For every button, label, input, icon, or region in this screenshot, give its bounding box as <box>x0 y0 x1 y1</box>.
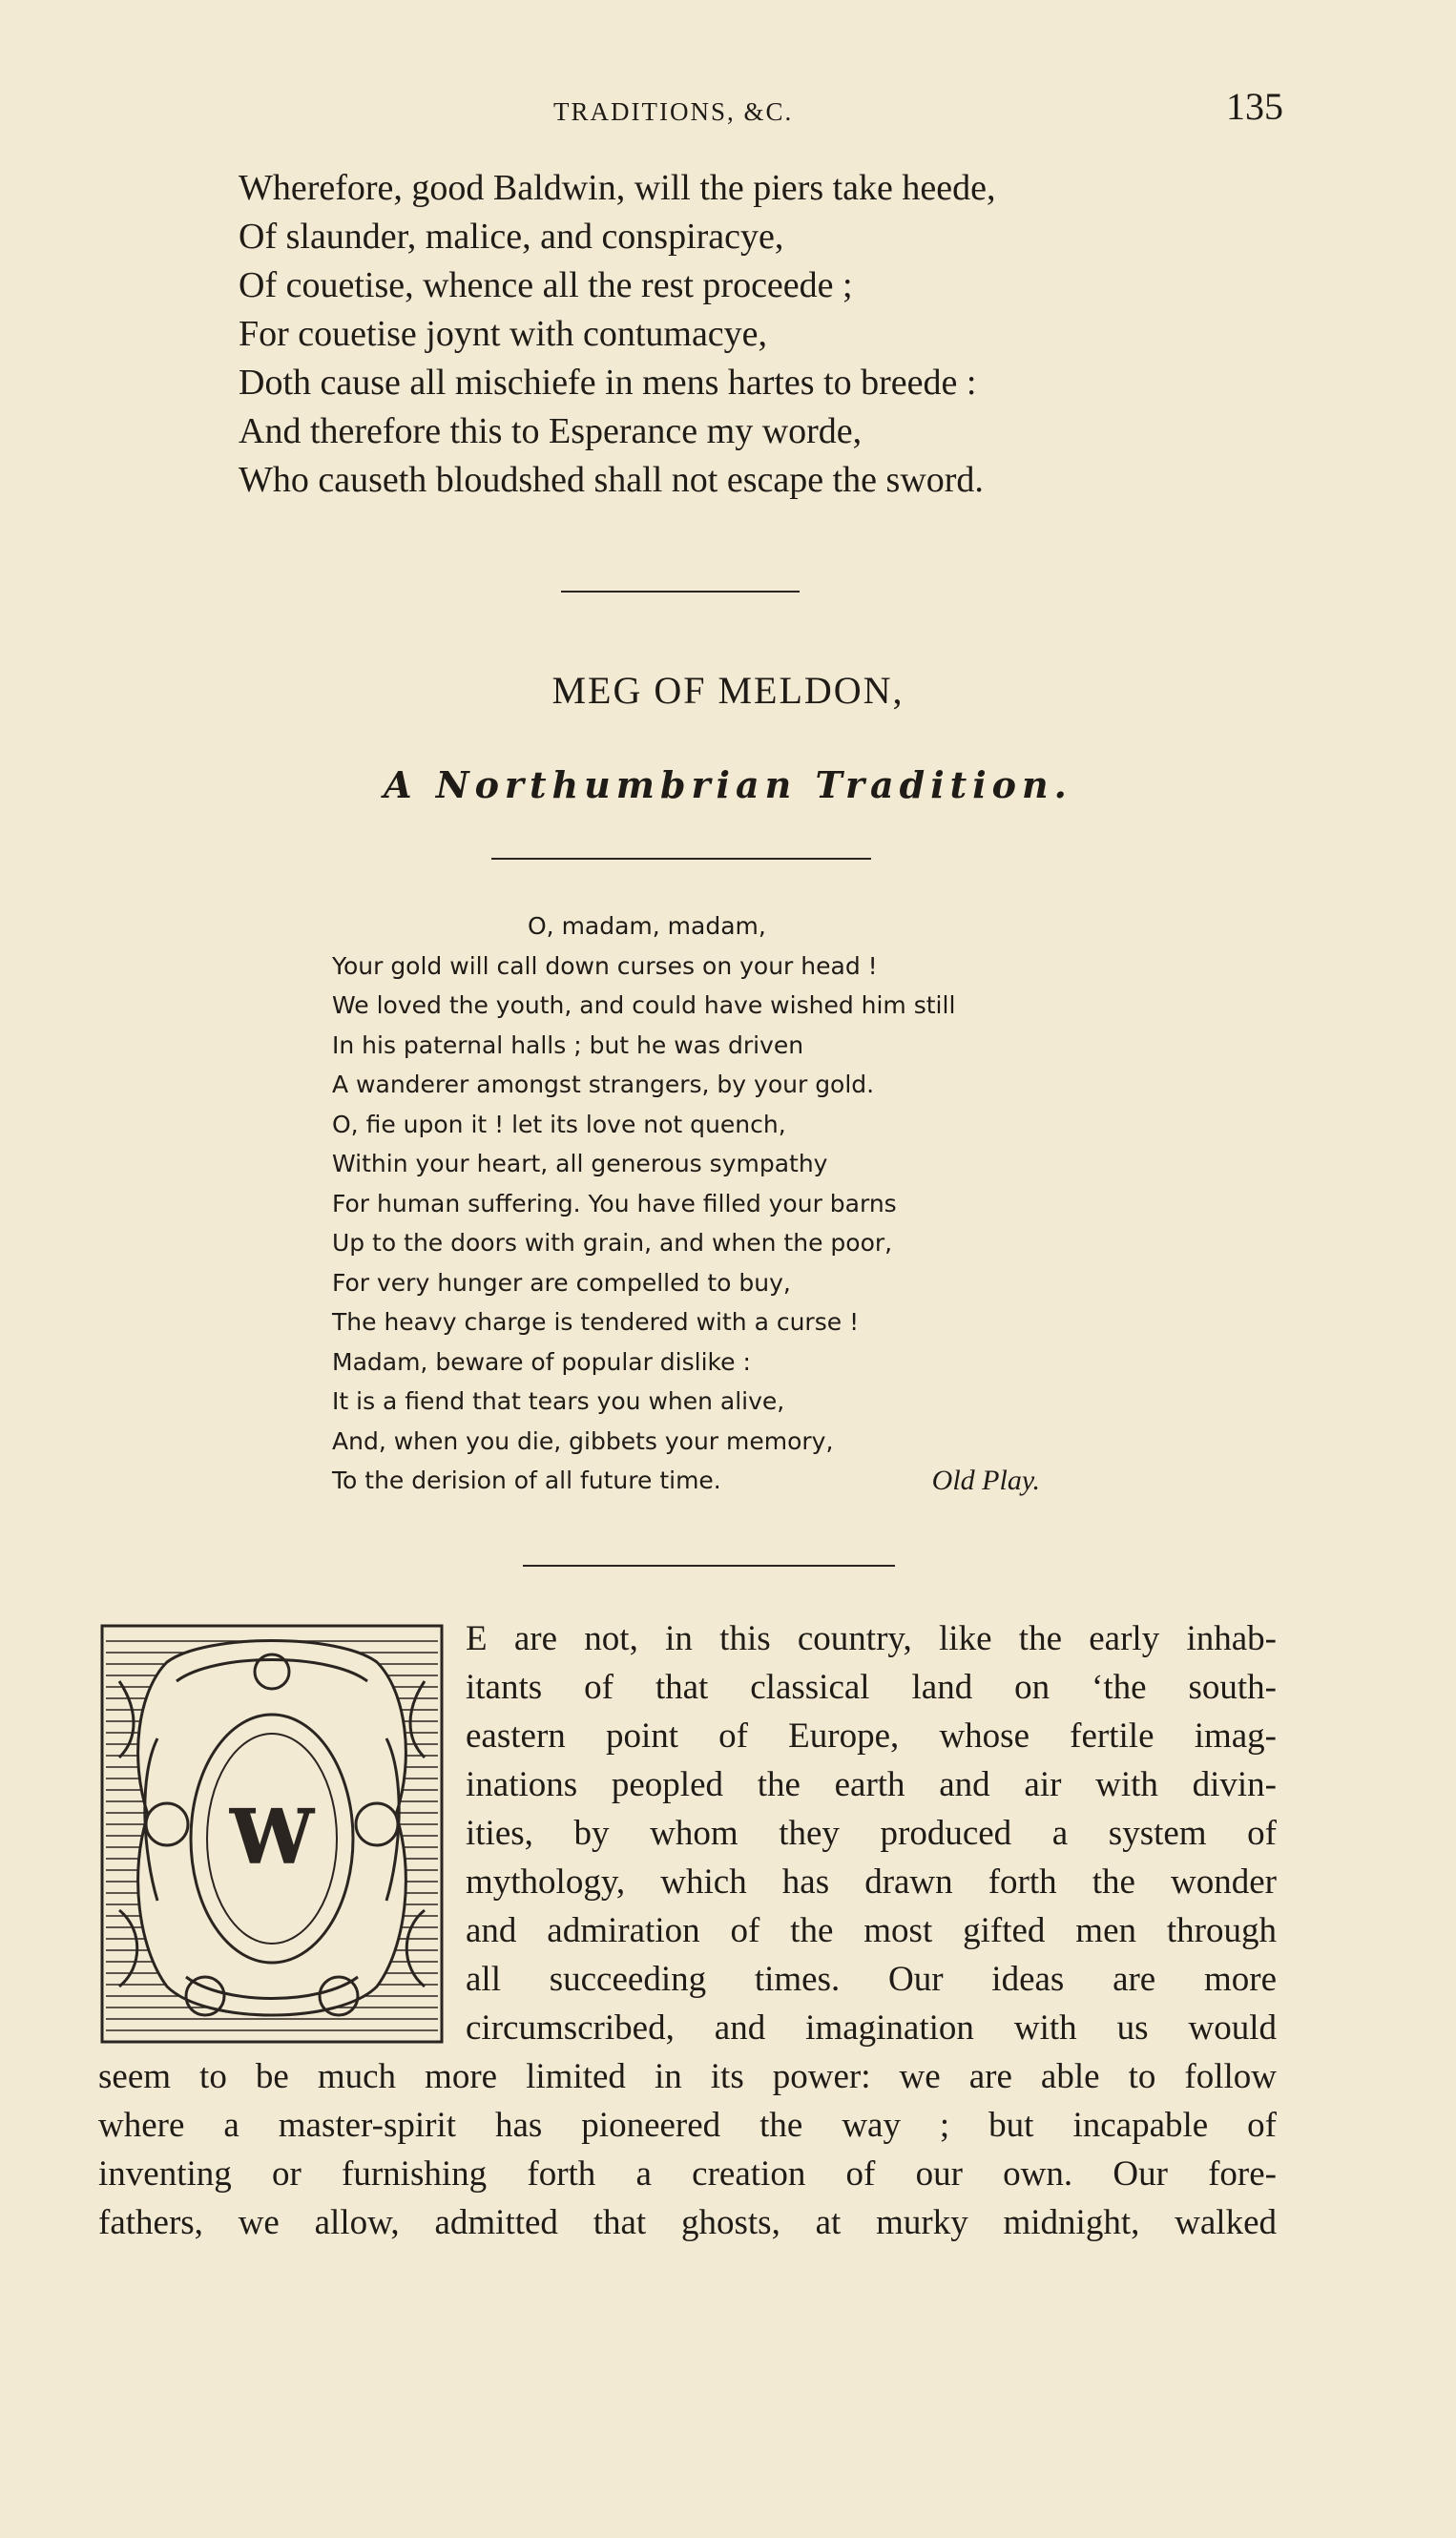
verse-line: Doth cause all mischiefe in mens hartes to breede : <box>239 363 977 403</box>
initial-letter: W <box>230 1794 314 1881</box>
epigraph-line: In his paternal halls ; but he was driven <box>332 1030 804 1059</box>
epigraph-line: It is a fiend that tears you when alive, <box>332 1387 785 1415</box>
prose-line: fathers, we allow, admitted that ghosts, at murky midnight, walked <box>98 2203 1277 2242</box>
epigraph <box>332 906 1057 1501</box>
prose-line: circumscribed, and imagination with us would <box>466 2008 1277 2048</box>
section-subtitle: A Northumbrian Tradition. <box>384 763 1072 806</box>
epigraph-top-rule <box>491 858 871 860</box>
epigraph-line: The heavy charge is tendered with a curse ! <box>332 1308 860 1336</box>
prose-paragraph <box>98 1614 1277 2247</box>
opening-verse <box>239 164 996 505</box>
page-header <box>234 84 1283 132</box>
verse-line: Of slaunder, malice, and conspiracye, <box>239 217 784 257</box>
prose-line: where a master-spirit has pioneered the way ; but incapable of <box>98 2106 1277 2145</box>
prose-line: all succeeding times. Our ideas are more <box>466 1960 1277 1999</box>
prose-line: and admiration of the most gifted men through <box>466 1911 1277 1950</box>
prose-line: ities, by whom they produced a system of <box>466 1814 1277 1853</box>
epigraph-line: For very hunger are compelled to buy, <box>332 1268 791 1297</box>
epigraph-line: And, when you die, gibbets your memory, <box>332 1426 834 1455</box>
epigraph-last-line: To the derision of all future time. <box>332 1467 721 1494</box>
epigraph-line: Madam, beware of popular dislike : <box>332 1347 751 1376</box>
epigraph-bottom-rule <box>523 1565 895 1567</box>
section-title: MEG OF MELDON, <box>551 669 905 712</box>
epigraph-line: Up to the doors with grain, and when the poor, <box>332 1229 893 1257</box>
epigraph-attribution: Old Play. <box>931 1465 1040 1496</box>
prose-line: eastern point of Europe, whose fertile imag- <box>466 1716 1277 1756</box>
epigraph-line: For human suffering. You have filled your barns <box>332 1189 897 1217</box>
epigraph-line: Within your heart, all generous sympathy <box>332 1150 828 1177</box>
prose-line: E are not, in this country, like the early inhab- <box>466 1619 1277 1658</box>
verse-line: Of couetise, whence all the rest proceede ; <box>239 265 853 305</box>
epigraph-line: We loved the youth, and could have wished him still <box>332 991 956 1019</box>
verse-line: For couetise joynt with contumacye, <box>239 314 768 354</box>
running-head: TRADITIONS, &C. <box>553 97 794 126</box>
epigraph-line <box>332 1461 1057 1501</box>
page-number: 135 <box>1226 85 1283 128</box>
epigraph-line: Your gold will call down curses on your head ! <box>332 951 878 980</box>
prose-line: inations peopled the earth and air with divin- <box>466 1765 1277 1804</box>
epigraph-line: O, madam, madam, <box>528 912 766 940</box>
verse-line: Who causeth bloudshed shall not escape the sword. <box>239 460 984 500</box>
prose-line: itants of that classical land on ‘the south- <box>466 1668 1277 1707</box>
prose-line: seem to be much more limited in its power: we are able to follow <box>98 2057 1277 2096</box>
epigraph-line: A wanderer amongst strangers, by your gold. <box>332 1071 875 1098</box>
prose-line: inventing or furnishing forth a creation of our own. Our fore- <box>98 2154 1277 2194</box>
verse-line: Wherefore, good Baldwin, will the piers take heede, <box>239 168 996 208</box>
prose-line: mythology, which has drawn forth the wonder <box>466 1862 1277 1902</box>
verse-line: And therefore this to Esperance my worde, <box>239 411 863 451</box>
section-divider <box>561 591 800 593</box>
epigraph-line: O, fie upon it ! let its love not quench, <box>332 1110 786 1138</box>
